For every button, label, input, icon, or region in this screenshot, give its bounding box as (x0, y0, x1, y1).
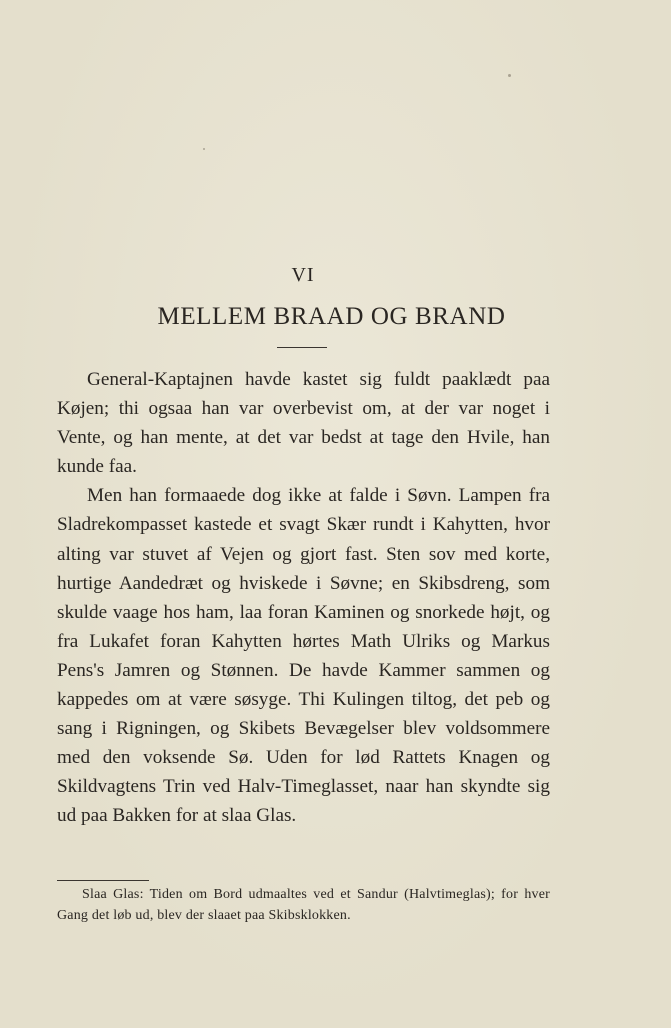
paper-speck (508, 74, 511, 77)
footnote-text: Slaa Glas: Tiden om Bord udmaaltes ved et Sandur (Halvtimeglas); for hver Gang det løb ud, blev der slaaet paa Skibsklokken. (57, 887, 550, 923)
footnote (57, 884, 550, 926)
chapter-title: MELLEM BRAAD OG BRAND (157, 303, 506, 330)
paragraph: Men han formaaede dog ikke at falde i Søvn. Lampen fra Sladrekompasset kastede et svagt Skær rundt i Kahytten, hvor alting var stuvet af Vejen og gjort fast. Sten sov med korte, hurtige Aandedræt og hviskede i Søvne; en Skibsdreng, som skulde vaage hos ham, laa foran Kaminen og snorkede højt, og fra Lukafet foran Kahytten hørtes Math Ulriks og Markus Pens's Jamren og Stønnen. De havde Kammer sammen og kappedes om at være søsyge. Thi Kulingen tiltog, det peb og sang i Rigningen, og Skibets Bevægelser blev voldsommere med den voksende Sø. Uden for lød Rattets Knagen og Skildvagtens Trin ved Halv-Timeglasset, naar han skyndte sig ud paa Bakken for at slaa Glas. (57, 485, 550, 827)
paper-speck (203, 148, 205, 150)
paragraph: General-Kaptajnen havde kastet sig fuldt paaklædt paa Køjen; thi ogsaa han var overbevist om, at der var noget i Vente, og han mente, at det var bedst at tage den Hvile, han kunde faa. (57, 369, 550, 478)
footnote-divider (57, 880, 149, 881)
body-text (57, 365, 550, 831)
chapter-number: VI (291, 264, 315, 286)
title-divider (277, 347, 327, 348)
